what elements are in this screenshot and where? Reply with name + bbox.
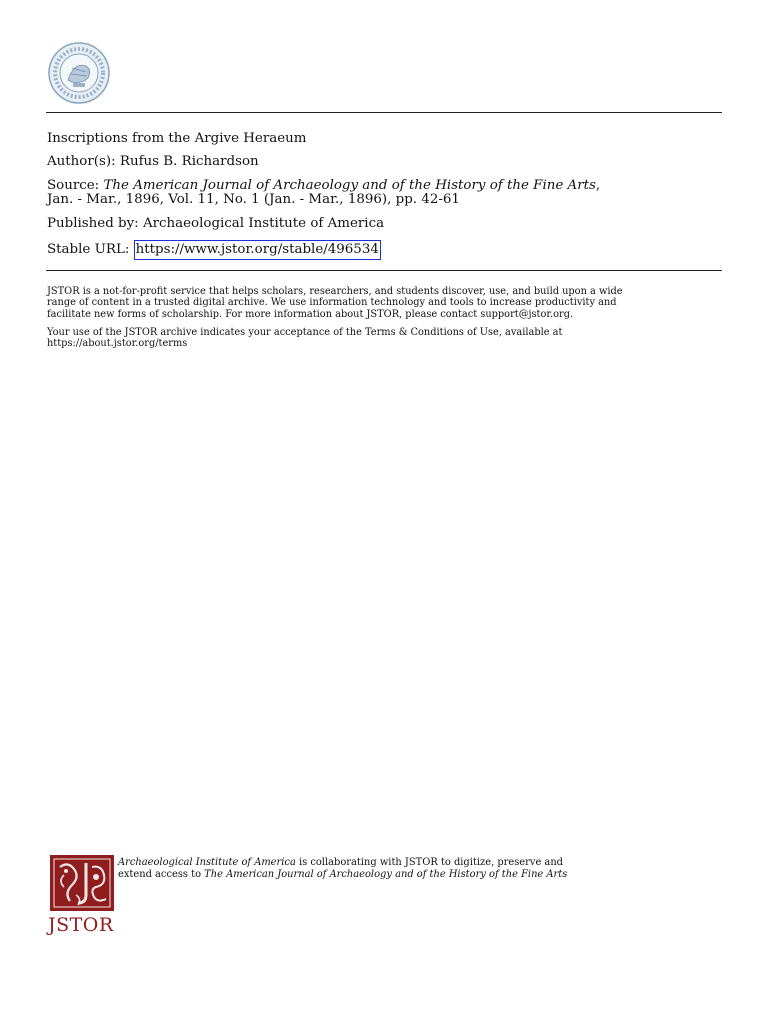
collab-line-2 — [118, 869, 567, 881]
author-name: Rufus B. Richardson — [119, 154, 259, 169]
source-details: Jan. - Mar., 1896, Vol. 11, No. 1 (Jan. - Mar., 1896), pp. 42-61 — [47, 192, 460, 207]
article-title: Inscriptions from the Argive Heraeum — [47, 131, 307, 146]
publisher-label: Published by: — [47, 216, 143, 231]
top-divider — [46, 112, 722, 113]
source-line — [47, 178, 600, 193]
middle-divider — [46, 270, 722, 271]
terms-notice-paragraph — [47, 327, 727, 350]
collab-line-1 — [118, 857, 567, 869]
source-label: Source: — [47, 178, 104, 193]
stable-url-line — [47, 242, 381, 257]
publisher-line — [47, 216, 384, 231]
collab-publisher: Archaeological Institute of America — [118, 857, 296, 868]
terms-line: Your use of the JSTOR archive indicates your acceptance of the Terms & Conditions of Use, available at — [47, 327, 563, 338]
source-journal: The American Journal of Archaeology and of the History of the Fine Arts — [103, 178, 596, 193]
publisher-name: Archaeological Institute of America — [142, 216, 385, 231]
collab-text: is collaborating with JSTOR to digitize, preserve and — [295, 857, 564, 868]
stable-url-link[interactable]: https://www.jstor.org/stable/496534 — [134, 240, 381, 260]
jstor-logo-icon — [50, 855, 114, 911]
source-suffix: , — [595, 178, 601, 193]
jstor-logo-text: JSTOR — [48, 914, 114, 936]
notice-line: JSTOR is a not-for-profit service that helps scholars, researchers, and students discover, use, and build upon a wide — [47, 286, 623, 297]
collaboration-statement — [118, 857, 567, 880]
jstor-seal-icon — [46, 42, 112, 104]
stable-url-label: Stable URL: — [47, 242, 134, 257]
notice-line: facilitate new forms of scholarship. For more information about JSTOR, please contact support@jstor.org. — [47, 308, 574, 320]
jstor-notice-paragraph — [47, 286, 727, 320]
author-line — [47, 154, 259, 169]
notice-line: range of content in a trusted digital archive. We use information technology and tools to increase productivity and — [47, 297, 617, 309]
collab-prefix: extend access to — [118, 868, 205, 880]
terms-url[interactable]: https://about.jstor.org/terms — [47, 338, 188, 350]
author-label: Author(s): — [47, 154, 120, 169]
collab-journal: The American Journal of Archaeology and of the History of the Fine Arts — [204, 868, 568, 880]
